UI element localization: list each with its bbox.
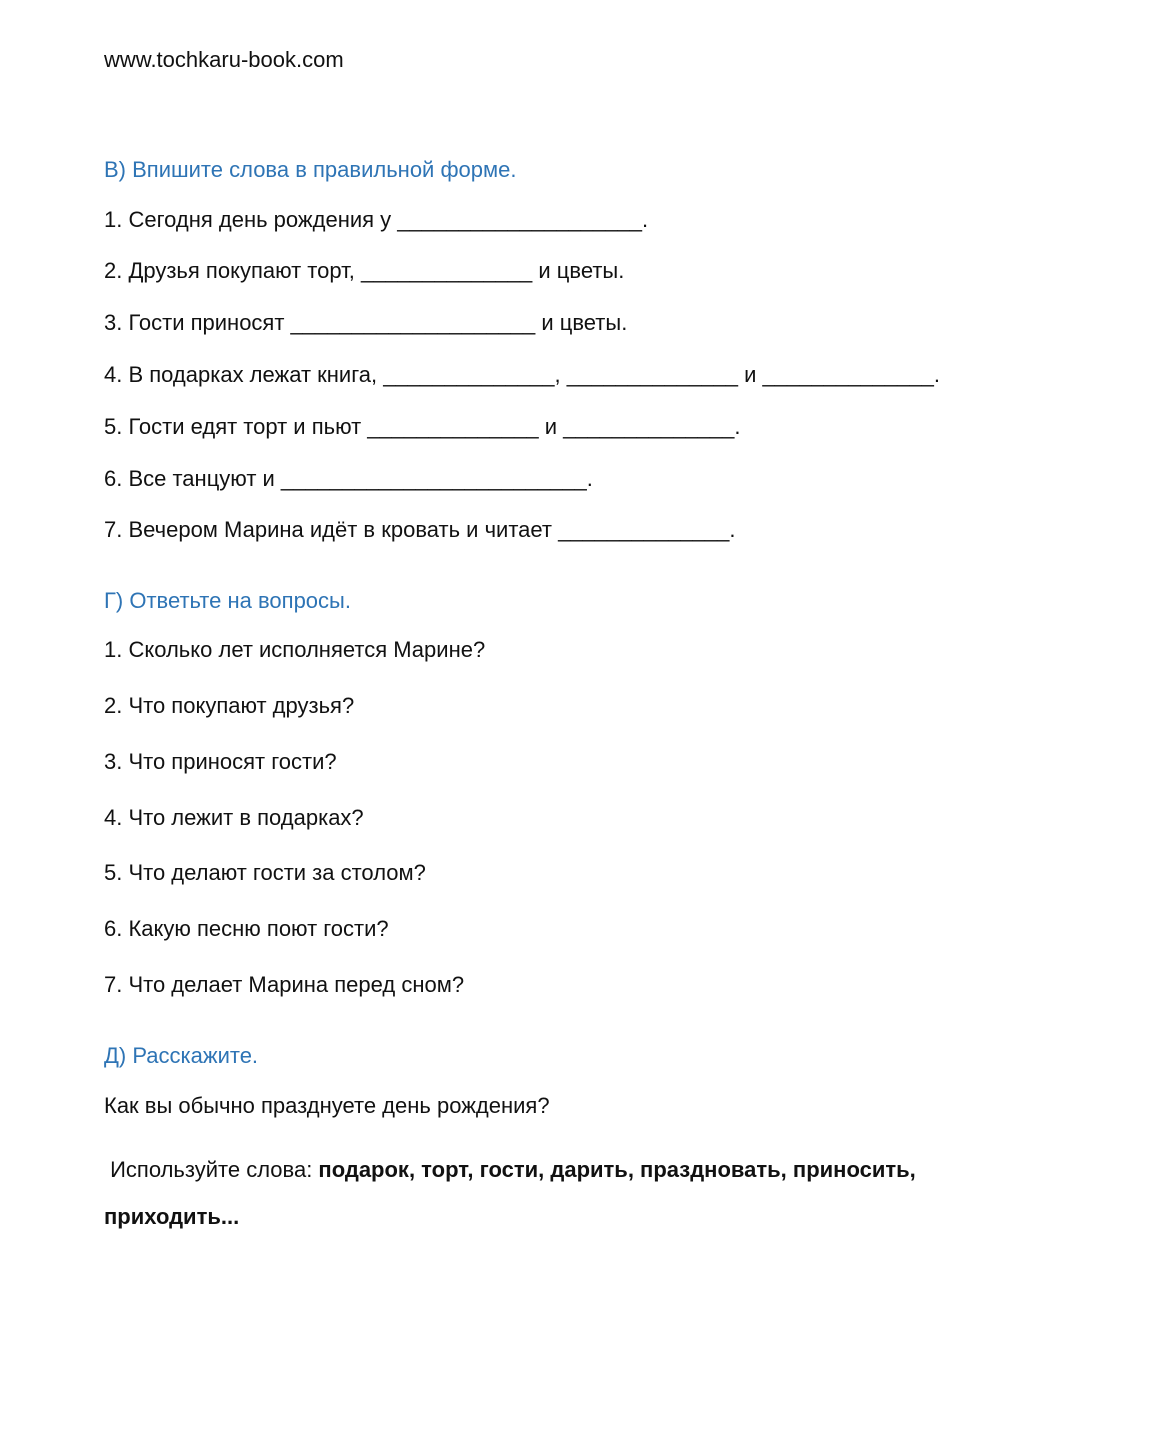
- question-item-6: 6. Какую песню поют гости?: [104, 916, 389, 941]
- section-d-title: Д) Расскажите.: [104, 1043, 259, 1068]
- words-list-line1: подарок, торт, гости, дарить, праздновать, приносить,: [318, 1157, 916, 1182]
- question-item-4: 4. Что лежит в подарках?: [104, 805, 364, 830]
- fill-in-item-2: 2. Друзья покупают торт, ______________ и цветы.: [104, 258, 625, 283]
- words-label: Используйте слова:: [104, 1157, 319, 1182]
- fill-in-item-3: 3. Гости приносят ____________________ и цветы.: [104, 310, 628, 335]
- question-item-3: 3. Что приносят гости?: [104, 749, 337, 774]
- words-to-use: [104, 1157, 916, 1183]
- question-item-1: 1. Сколько лет исполняется Марине?: [104, 637, 486, 662]
- fill-in-item-5: 5. Гости едят торт и пьют ______________ и ______________.: [104, 414, 741, 439]
- discussion-question: Как вы обычно празднуете день рождения?: [104, 1093, 550, 1118]
- question-item-7: 7. Что делает Марина перед сном?: [104, 972, 465, 997]
- fill-in-item-6: 6. Все танцуют и _________________________.: [104, 466, 593, 491]
- fill-in-item-4: 4. В подарках лежат книга, ______________, ______________ и ______________.: [104, 362, 940, 387]
- fill-in-item-1: 1. Сегодня день рождения у ____________________.: [104, 207, 649, 232]
- section-g-title: Г) Ответьте на вопросы.: [104, 588, 351, 613]
- question-item-2: 2. Что покупают друзья?: [104, 693, 355, 718]
- site-url: www.tochkaru-book.com: [104, 47, 344, 72]
- section-v-title: В) Впишите слова в правильной форме.: [104, 157, 517, 182]
- question-item-5: 5. Что делают гости за столом?: [104, 860, 426, 885]
- words-list-line2: приходить...: [104, 1204, 240, 1229]
- fill-in-item-7: 7. Вечером Марина идёт в кровать и читает ______________.: [104, 517, 736, 542]
